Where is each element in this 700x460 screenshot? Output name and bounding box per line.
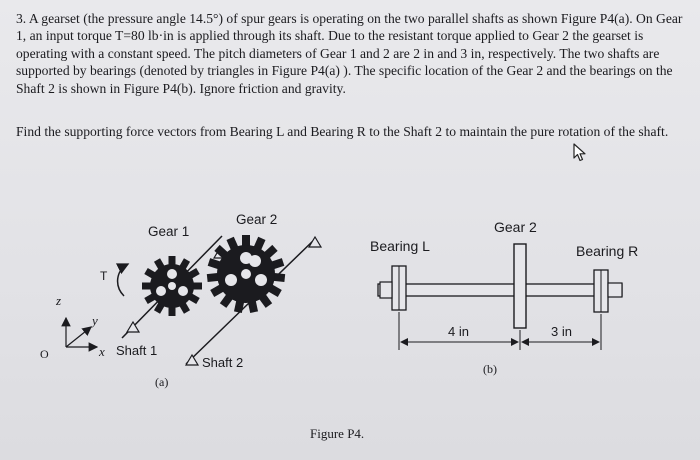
torque-arrow [118,264,128,296]
gear1-label: Gear 1 [148,224,190,239]
shaft1-label: Shaft 1 [116,343,158,358]
figure-caption: Figure P4. [310,426,365,441]
sub-caption-b: (b) [483,362,497,376]
axis-z-label: z [56,293,62,308]
problem-paragraph-1: 3. A gearset (the pressure angle 14.5°) of spur gears is operating on the two parallel shafts as shown Figure P4(a). On Gear 1, an input torque T=80 lb·in is applied through its shaft. Due to the resistant torque applied to Gear 2 the gearset is operating with a constant speed. The pitch diameters of Gear 1 and 2 are 2 in and 3 in, respectively. The two shafts are supported by bearings (denoted by triangles in Figure P4(a) ). The specific location of the Gear 2 and the bearings on the Shaft 2 is shown in Figure P4(b). Ignore friction and gravity. [16,11,683,96]
gear2-label-b: Gear 2 [494,219,537,235]
gear-2-disc [514,244,526,328]
dimension-4in-label: 4 in [448,324,469,339]
bearing-l-label: Bearing L [370,238,430,254]
problem-paragraph-2: Find the supporting force vectors from Bearing L and Bearing R to the Shaft 2 to maintain the pure rotation of the shaft. [16,124,669,140]
bearing-l [380,266,406,310]
shaft2-label: Shaft 2 [202,355,244,370]
coordinate-axes [40,293,105,361]
bearing-r [594,270,622,312]
bearing-triangle-shaft2-bottom [186,355,198,365]
dimension-3in-label: 3 in [551,324,572,339]
bearing-r-label: Bearing R [576,243,639,259]
figure-b [370,219,638,376]
axis-y-label: y [92,313,98,328]
shaft-2-body [378,284,622,296]
axis-x-label: x [99,344,105,359]
gear-2 [207,235,285,313]
sub-caption-a: (a) [155,375,169,389]
figure-a [40,212,321,389]
origin-label: O [40,347,49,361]
torque-label: T [100,269,108,283]
gear2-label-a: Gear 2 [236,212,278,227]
